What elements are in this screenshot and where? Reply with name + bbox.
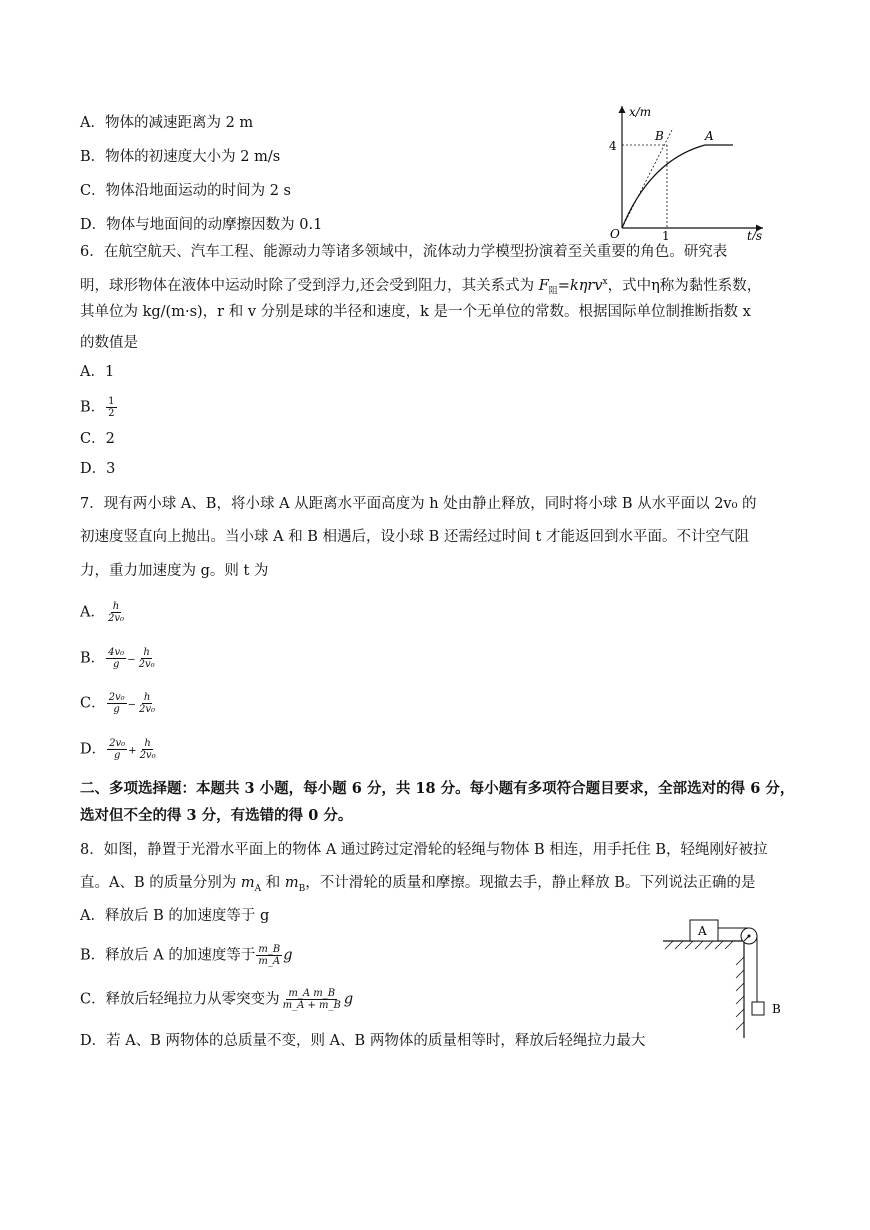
force-symbol: F bbox=[538, 277, 549, 294]
q8-pulley-figure bbox=[660, 912, 790, 1042]
x-axis-label: t/s bbox=[747, 229, 763, 240]
q8-line2: 直。A、B 的质量分别为 $m_A$ 和 $m_B$，不计滑轮的质量和摩擦。现撤去手，静止释放 B。下列说法正确的是 bbox=[80, 875, 756, 894]
q6-line2: 明，球形物体在液体中运动时除了受到浮力,还会受到阻力，其关系式为 $F_阻=k\eta rv^x$，式中η称为黏性系数， bbox=[80, 277, 762, 297]
q5-option-d: D．物体与地面间的动摩擦因数为 0.1 bbox=[80, 217, 323, 233]
q7-option-a: A． $\frac{h}{\text{2v₀}}$ bbox=[80, 601, 125, 624]
q8-option-b: B．释放后 A 的加速度等于 $\frac{m\_B}{m\_A}$ g bbox=[80, 944, 293, 967]
q5-xt-graph bbox=[605, 100, 780, 240]
origin-label: O bbox=[610, 227, 620, 240]
point-b-label: B bbox=[655, 129, 664, 143]
q7-option-d: D． $\frac{\text{2v₀}}{g}$ + $\frac{h}{\text{2v₀}}$ bbox=[80, 738, 156, 761]
section2-heading-line1: 二、多项选择题：本题共 3 小题，每小题 6 分，共 18 分。每小题有多项符合题目要求，全部选对的得 6 分， bbox=[80, 780, 795, 797]
q6-line1: 6．在航空航天、汽车工程、能源动力等诸多领域中，流体动力学模型扮演着至关重要的角色。研究表 bbox=[80, 244, 728, 260]
q7-line2: 初速度竖直向上抛出。当小球 A 和 B 相遇后，设小球 B 还需经过时间 t 才能返回到水平面。不计空气阻 bbox=[80, 529, 749, 545]
q6-option-b: B． $\frac{1}{2}$ bbox=[80, 396, 115, 419]
q6-option-c: C．2 bbox=[80, 431, 115, 447]
q8-option-d: D．若 A、B 两物体的总质量不变，则 A、B 两物体的质量相等时，释放后轻绳拉力最大 bbox=[80, 1033, 646, 1049]
q6-option-a: A．1 bbox=[80, 364, 115, 380]
q6-line3: 其单位为 kg/(m·s)，r 和 v 分别是球的半径和速度，k 是一个无单位的常数。根据国际单位制推断指数 x bbox=[80, 304, 751, 320]
y-axis-label: x/m bbox=[629, 105, 652, 119]
q7-line3: 力，重力加速度为 g。则 t 为 bbox=[80, 563, 269, 579]
q5-option-b: B．物体的初速度大小为 2 m/s bbox=[80, 149, 281, 165]
q8-option-a: A．释放后 B 的加速度等于 g bbox=[80, 908, 270, 924]
q8-option-c: C．释放后轻绳拉力从零突变为 $\frac{\text{m\_A m\_B}}{m\_A + m\_B}$ g bbox=[80, 988, 354, 1011]
x-tick-1: 1 bbox=[662, 229, 670, 240]
q5-option-a: A．物体的减速距离为 2 m bbox=[80, 115, 254, 131]
q6-line4: 的数值是 bbox=[80, 335, 138, 351]
q6-option-d: D．3 bbox=[80, 461, 116, 477]
point-a-label: A bbox=[705, 129, 714, 143]
block-a-label: A bbox=[698, 924, 707, 938]
ground-hatching bbox=[665, 941, 744, 1030]
q7-line1: 7．现有两小球 A、B，将小球 A 从距离水平面高度为 h 处由静止释放，同时将小球 B 从水平面以 2v₀ 的 bbox=[80, 496, 757, 512]
xt-curve bbox=[622, 145, 733, 228]
q5-option-c: C．物体沿地面运动的时间为 2 s bbox=[80, 183, 291, 199]
block-b bbox=[752, 1002, 764, 1015]
q8-line1: 8．如图，静置于光滑水平面上的物体 A 通过跨过定滑轮的轻绳与物体 B 相连，用手托住 B，轻绳刚好被拉 bbox=[80, 842, 768, 858]
block-b-label: B bbox=[772, 1002, 781, 1016]
drag-formula: =kηrv bbox=[557, 277, 603, 294]
y-tick-4: 4 bbox=[609, 139, 617, 153]
q7-option-b: B． $\frac{\text{4v₀}}{g}$ − $\frac{h}{\text{2v₀}}$ bbox=[80, 647, 155, 670]
section2-heading-line2: 选对但不全的得 3 分，有选错的得 0 分。 bbox=[80, 807, 353, 824]
tangent-line bbox=[622, 128, 673, 228]
q7-option-c: C． $\frac{\text{2v₀}}{g}$ − $\frac{h}{\text{2v₀}}$ bbox=[80, 692, 156, 715]
